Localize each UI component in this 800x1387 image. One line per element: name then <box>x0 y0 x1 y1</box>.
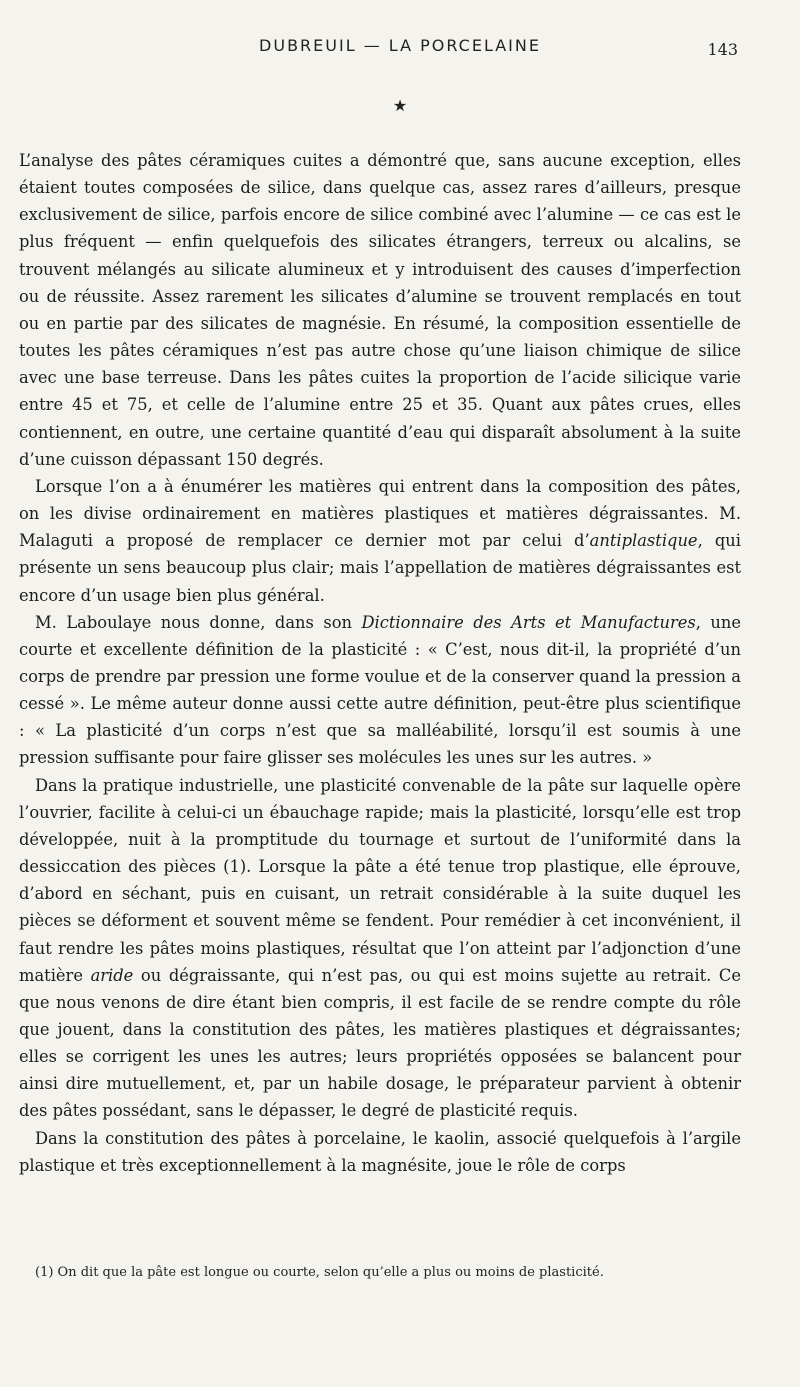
paragraph-4 <box>19 772 741 1125</box>
page-number: 143 <box>707 40 738 59</box>
paragraph-5: Dans la constitution des pâtes à porcelaine, le kaolin, associé quelquefois à l’argile plastique et très exceptionnellement à la magnésite, joue le rôle de corps <box>19 1128 741 1175</box>
paragraph-2-italic: antiplastique <box>589 531 698 551</box>
running-head-title: DUBREUIL — LA PORCELAINE <box>259 36 541 55</box>
body-text <box>19 147 741 1179</box>
paragraph-4-text-b: ou dégraissante, qui n’est pas, ou qui est moins sujette au retrait. Ce que nous venons de dire étant bien compris, il est facile de se rendre compte du rôle que jouent, dans la constitution des pâtes, les matières plastiques et dégraissantes; elles se corrigent les unes les autres; leurs propriétés opposées se balancent pour ainsi dire mutuellement, et, par un habile dosage, le préparateur parvient à obtenir des pâtes possédant, sans le dépasser, le degré de plasticité requis. <box>19 965 741 1121</box>
running-head <box>0 36 800 60</box>
paragraph-4-text-a: Dans la pratique industrielle, une plasticité convenable de la pâte sur laquelle opère l’ouvrier, facilite à celui-ci un ébauchage rapide; mais la plasticité, lorsqu’elle est trop développée, nuit à la promptitude du tournage et surtout de l’uniformité dans la dessiccation des pièces (1). Lorsque la pâte a été tenue trop plastique, elle éprouve, d’abord en séchant, puis en cuisant, un retrait considérable à la suite duquel les pièces se déforment et souvent même se fendent. Pour remédier à cet inconvénient, il faut rendre les pâtes moins plastiques, résultat que l’on atteint par l’adjonction d’une matière <box>19 775 741 985</box>
footnote: (1) On dit que la pâte est longue ou courte, selon qu’elle a plus ou moins de plasticité. <box>35 1265 604 1280</box>
paragraph-2 <box>19 473 741 609</box>
paragraph-2-text-b: , qui présente un sens beaucoup plus clair; mais l’appellation de matières dégraissantes est encore d’un usage bien plus général. <box>19 531 741 605</box>
paragraph-1: L’analyse des pâtes céramiques cuites a démontré que, sans aucune exception, elles étaient toutes composées de silice, dans quelque cas, assez rares d’ailleurs, presque exclusivement de silice, parfois encore de silice combiné avec l’alumine — ce cas est le plus fréquent — enfin quelquefois des silicates étrangers, terreux ou alcalins, se trouvent mélangés au silicate alumineux et y introduisent des causes d’imperfection ou de réussite. Assez rarement les silicates d’alumine se trouvent remplacés en tout ou en partie par des silicates de magnésie. En résumé, la composition essentielle de toutes les pâtes céramiques n’est pas autre chose qu’une liaison chimique de silice avec une base terreuse. Dans les pâtes cuites la proportion de l’acide silicique varie entre 45 et 75, et celle de l’alumine entre 25 et 35. Quant aux pâtes crues, elles contiennent, en outre, une certaine quantité d’eau qui disparaît absolument à la suite d’une cuisson dépassant 150 degrés. <box>19 151 741 469</box>
paragraph-4-italic: aride <box>90 965 134 985</box>
paragraph-3-text-b: , une courte et excellente définition de la plasticité : « C’est, nous dit-il, la propriété d’un corps de prendre par pression une forme voulue et de la conserver quand la pression a cessé ». Le même auteur donne aussi cette autre définition, peut-être plus scientifique : « La plasticité d’un corps n’est que sa malléabilité, lorsqu’il est soumis à une pression suffisante pour faire glisser ses molécules les unes sur les autres. » <box>19 612 741 768</box>
paragraph-3 <box>19 609 741 772</box>
star-ornament: ★ <box>392 96 408 115</box>
paragraph-3-text-a: M. Laboulaye nous donne, dans son <box>35 612 362 632</box>
paragraph-3-italic: Dictionnaire des Arts et Manufactures <box>361 612 696 632</box>
paragraph-2-text-a: Lorsque l’on a à énumérer les matières qui entrent dans la composition des pâtes, on les divise ordinairement en matières plastiques et matières dégraissantes. M. Malaguti a proposé de remplacer ce dernier mot par celui d’ <box>19 476 741 551</box>
